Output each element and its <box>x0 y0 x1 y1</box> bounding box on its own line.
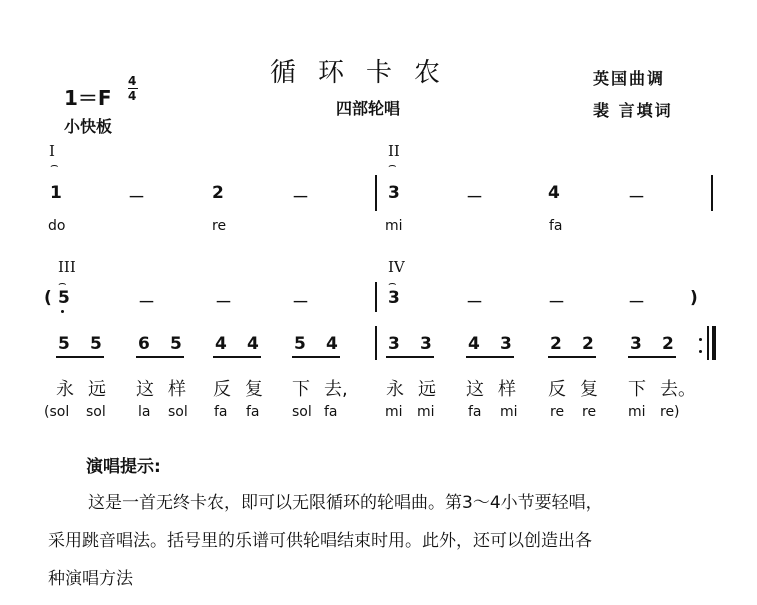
repeat-thin-bar <box>707 326 709 360</box>
note-dash: － <box>628 188 645 208</box>
note: 2 <box>212 183 224 203</box>
part-label-1: I <box>49 142 55 160</box>
bar-line <box>375 175 377 211</box>
note-dash: － <box>138 293 155 313</box>
note-dash: － <box>128 188 145 208</box>
low-octave-dot <box>61 310 64 313</box>
lyric-char: 永 <box>386 379 404 400</box>
solfege-syllable: sol <box>292 404 312 420</box>
note: 5 <box>294 334 306 354</box>
note: 5 <box>58 334 70 354</box>
note-dash: － <box>292 188 309 208</box>
lyric-char: 去。 <box>660 379 696 400</box>
note-dash: － <box>628 293 645 313</box>
eighth-underline <box>628 356 676 358</box>
lyric-char: 反 <box>548 379 566 400</box>
time-signature <box>128 75 138 102</box>
note-dash: － <box>292 293 309 313</box>
note: 2 <box>582 334 594 354</box>
solfege-syllable: re <box>582 404 597 420</box>
eighth-underline <box>386 356 434 358</box>
solfege-syllable: mi <box>417 404 435 420</box>
solfege-syllable: fa <box>246 404 260 420</box>
syllable: do <box>48 218 66 234</box>
lyricist-credit: 裴 言填词 <box>593 101 673 120</box>
eighth-underline <box>136 356 184 358</box>
lyric-char: 远 <box>418 379 436 400</box>
eighth-underline <box>292 356 340 358</box>
solfege-syllable: re) <box>660 404 680 420</box>
note: 3 <box>500 334 512 354</box>
note-dash: － <box>466 293 483 313</box>
tempo-marking: 小快板 <box>64 117 113 136</box>
lyric-char: 样 <box>168 379 186 400</box>
tips-line: 这是一首无终卡农，即可以无限循环的轮唱曲。第3～4小节要轻唱， <box>88 493 603 513</box>
note-dash: － <box>215 293 232 313</box>
part-label-4: IV <box>388 258 405 276</box>
part-label-3: III <box>58 258 76 276</box>
song-subtitle: 四部轮唱 <box>336 99 401 118</box>
bar-line <box>375 282 377 312</box>
time-denominator: 4 <box>128 89 137 103</box>
note: 2 <box>662 334 674 354</box>
syllable: re <box>212 218 227 234</box>
lyric-char: 这 <box>136 379 154 400</box>
note: 3 <box>420 334 432 354</box>
bar-line <box>375 326 377 360</box>
lyric-char: 反 <box>213 379 231 400</box>
solfege-syllable: sol <box>86 404 106 420</box>
eighth-underline <box>213 356 261 358</box>
lyric-char: 去, <box>324 379 348 400</box>
fermata-mark: ⌢ <box>388 158 397 173</box>
note: 4 <box>548 183 560 203</box>
note: 1 <box>50 183 62 203</box>
note: 5 <box>90 334 102 354</box>
note: 3 <box>388 288 400 308</box>
repeat-dot <box>699 338 702 341</box>
note-dash: － <box>466 188 483 208</box>
note: 5 <box>170 334 182 354</box>
note: 4 <box>468 334 480 354</box>
fermata-mark: ⌢ <box>58 276 67 291</box>
lyric-char: 下 <box>292 379 310 400</box>
eighth-underline <box>548 356 596 358</box>
lyric-char: 复 <box>245 379 263 400</box>
note: 3 <box>388 183 400 203</box>
note: 2 <box>550 334 562 354</box>
song-title: 循环卡农 <box>270 58 463 88</box>
solfege-syllable: re <box>550 404 565 420</box>
part-label-2: II <box>388 142 400 160</box>
note: 6 <box>138 334 150 354</box>
close-paren: ) <box>690 288 698 308</box>
open-paren: ( <box>44 288 52 308</box>
tips-line: 采用跳音唱法。括号里的乐谱可供轮唱结束时用。此外，还可以创造出各 <box>48 531 592 551</box>
syllable: fa <box>549 218 563 234</box>
tips-heading: 演唱提示: <box>86 457 161 477</box>
note-dash: － <box>548 293 565 313</box>
eighth-underline <box>466 356 514 358</box>
syllable: mi <box>385 218 403 234</box>
solfege-syllable: mi <box>628 404 646 420</box>
lyric-char: 样 <box>498 379 516 400</box>
composer-credit: 英国曲调 <box>593 69 666 88</box>
note: 4 <box>247 334 259 354</box>
solfege-syllable: la <box>138 404 151 420</box>
bar-line <box>711 175 713 211</box>
solfege-syllable: mi <box>500 404 518 420</box>
solfege-syllable: fa <box>214 404 228 420</box>
lyric-char: 下 <box>628 379 646 400</box>
repeat-thick-bar <box>712 326 716 360</box>
tips-line: 种演唱方法 <box>48 569 133 589</box>
note: 4 <box>215 334 227 354</box>
solfege-syllable: sol <box>168 404 188 420</box>
key-signature: 1＝F <box>64 86 112 110</box>
lyric-char: 永 <box>56 379 74 400</box>
note: 4 <box>326 334 338 354</box>
solfege-syllable: fa <box>324 404 338 420</box>
note: 5 <box>58 288 70 308</box>
solfege-syllable: mi <box>385 404 403 420</box>
lyric-char: 远 <box>88 379 106 400</box>
fermata-mark: ⌢ <box>388 276 397 291</box>
time-numerator: 4 <box>128 74 137 88</box>
fermata-mark: ⌢ <box>50 158 59 173</box>
lyric-char: 复 <box>580 379 598 400</box>
note: 3 <box>388 334 400 354</box>
solfege-syllable: fa <box>468 404 482 420</box>
eighth-underline <box>56 356 104 358</box>
note: 3 <box>630 334 642 354</box>
lyric-char: 这 <box>466 379 484 400</box>
repeat-dot <box>699 350 702 353</box>
solfege-syllable: (sol <box>44 404 70 420</box>
